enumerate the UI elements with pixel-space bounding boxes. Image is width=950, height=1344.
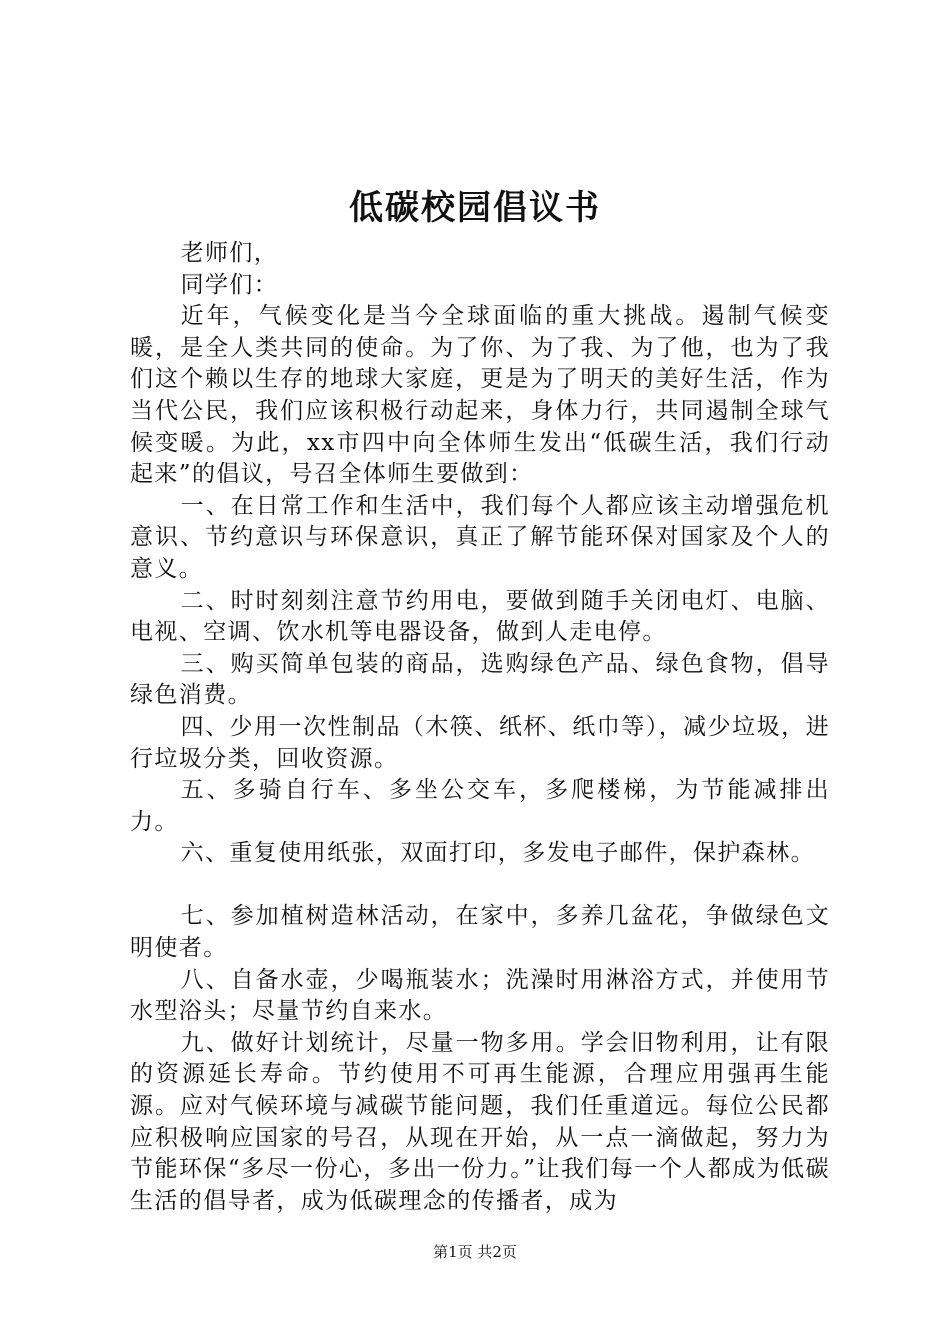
paragraph-item-7: 七、参加植树造林活动，在家中，多养几盆花，争做绿色文明使者。 — [130, 903, 830, 962]
salutation-teachers: 老师们， — [180, 240, 279, 266]
paragraph-item-6: 六、重复使用纸张，双面打印，多发电子邮件，保护森林。 — [180, 840, 815, 867]
paragraph-intro: 近年，气候变化是当今全球面临的重大挑战。遏制气候变暖，是全人类共同的使命。为了你、为了我、为了他，也为了我们这个赖以生存的地球大家庭，更是为了明天的美好生活，作为当代公民，我们应该积极行动起来，身体力行，共同遏制全球气候变暖。为此，xx市四中向全体师生发出“低碳生活，我们行动起来”的倡议，号召全体师生要做到： — [130, 303, 830, 488]
paragraph-item-9: 九、做好计划统计，尽量一物多用。学会旧物利用，让有限的资源延长寿命。节约使用不可再生能源，合理应用强再生能源。应对气候环境与减碳节能问题，我们任重道远。每位公民都应积极响应国家的号召，从现在开始，从一点一滴做起，努力为节能环保“多尽一份心，多出一份力。”让我们每一个人都成为低碳生活的倡导者，成为低碳理念的传播者，成为 — [130, 1029, 830, 1214]
document-body — [130, 238, 830, 1217]
paragraph-item-8: 八、自备水壶，少喝瓶装水；洗澡时用淋浴方式，并使用节水型浴头；尽量节约自来水。 — [130, 966, 830, 1025]
paragraph-item-3: 三、购买简单包装的商品，选购绿色产品、绿色食物，倡导绿色消费。 — [130, 650, 830, 709]
document-title: 低碳校园倡议书 — [349, 188, 601, 228]
paragraph-item-4: 四、少用一次性制品（木筷、纸杯、纸巾等），减少垃圾，进行垃圾分类，回收资源。 — [130, 713, 830, 772]
salutation-students: 同学们： — [180, 271, 279, 298]
page-footer: 第1页 共2页 — [433, 1243, 517, 1261]
paragraph-item-2: 二、时时刻刻注意节约用电，要做到随手关闭电灯、电脑、电视、空调、饮水机等电器设备，做到人走电停。 — [130, 587, 830, 646]
paragraph-item-5: 五、多骑自行车、多坐公交车，多爬楼梯，为节能减排出力。 — [130, 777, 830, 835]
paragraph-item-1: 一、在日常工作和生活中，我们每个人都应该主动增强危机意识、节约意识与环保意识，真正了解节能环保对国家及个人的意义。 — [130, 492, 830, 582]
